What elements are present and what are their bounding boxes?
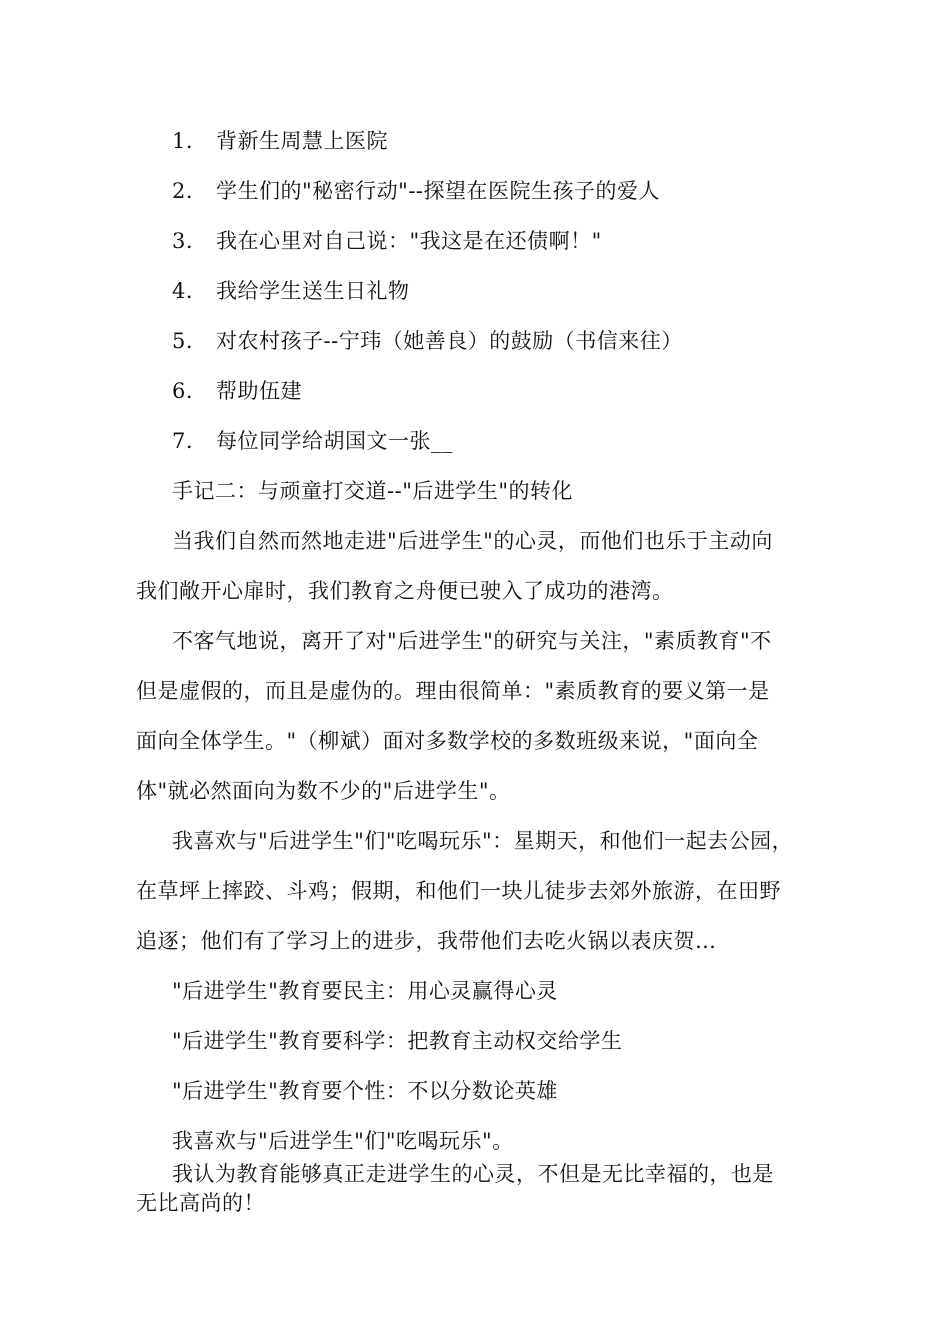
paragraph-line: 我喜欢与"后进学生"们"吃喝玩乐"：星期天，和他们一起去公园， (172, 829, 794, 853)
list-item (172, 226, 602, 256)
list-number: 1. (172, 129, 194, 153)
paragraph-line: 我们敞开心扉时，我们教育之舟便已驶入了成功的港湾。 (136, 579, 674, 603)
list-number: 6. (172, 379, 194, 403)
list-item (172, 276, 410, 306)
paragraph-line: 在草坪上摔跤、斗鸡；假期，和他们一块儿徒步去郊外旅游，在田野 (136, 879, 781, 903)
closing-line: 无比高尚的！ (136, 1191, 265, 1215)
list-text: 对农村孩子--宁玮（她善良）的鼓励（书信来往） (216, 329, 683, 353)
paragraph-line: 体"就必然面向为数不少的"后进学生"。 (136, 779, 511, 803)
list-text: 学生们的"秘密行动"--探望在医院生孩子的爱人 (216, 179, 661, 203)
list-item (172, 176, 660, 206)
closing-line: 我认为教育能够真正走进学生的心灵，不但是无比幸福的，也是 (172, 1162, 774, 1186)
paragraph-line: 当我们自然而然地走进"后进学生"的心灵，而他们也乐于主动向 (172, 529, 773, 553)
list-number: 2. (172, 179, 194, 203)
list-text: 每位同学给胡国文一张__ (216, 429, 453, 453)
list-number: 4. (172, 279, 194, 303)
list-text: 帮助伍建 (216, 379, 302, 403)
list-number: 5. (172, 329, 194, 353)
list-text: 我在心里对自己说："我这是在还债啊！" (216, 229, 602, 253)
summary-line: 我喜欢与"后进学生"们"吃喝玩乐"。 (172, 1129, 514, 1153)
list-item (172, 326, 683, 356)
paragraph-line: 面向全体学生。"（柳斌）面对多数学校的多数班级来说，"面向全 (136, 729, 759, 753)
paragraph-line: 追逐；他们有了学习上的进步，我带他们去吃火锅以表庆贺… (136, 929, 717, 953)
principle-line: "后进学生"教育要个性：不以分数论英雄 (172, 1079, 558, 1103)
list-item (172, 376, 302, 406)
paragraph-line: 但是虚假的，而且是虚伪的。理由很简单："素质教育的要义第一是 (136, 679, 770, 703)
section-heading: 手记二：与顽童打交道--"后进学生"的转化 (172, 479, 574, 503)
list-number: 7. (172, 429, 194, 453)
principle-line: "后进学生"教育要科学：把教育主动权交给学生 (172, 1029, 623, 1053)
paragraph-line: 不客气地说，离开了对"后进学生"的研究与关注，"素质教育"不 (172, 629, 772, 653)
principle-line: "后进学生"教育要民主：用心灵赢得心灵 (172, 979, 558, 1003)
list-number: 3. (172, 229, 194, 253)
list-item (172, 126, 388, 156)
list-text: 我给学生送生日礼物 (216, 279, 410, 303)
list-text: 背新生周慧上医院 (216, 129, 388, 153)
list-item (172, 426, 453, 456)
